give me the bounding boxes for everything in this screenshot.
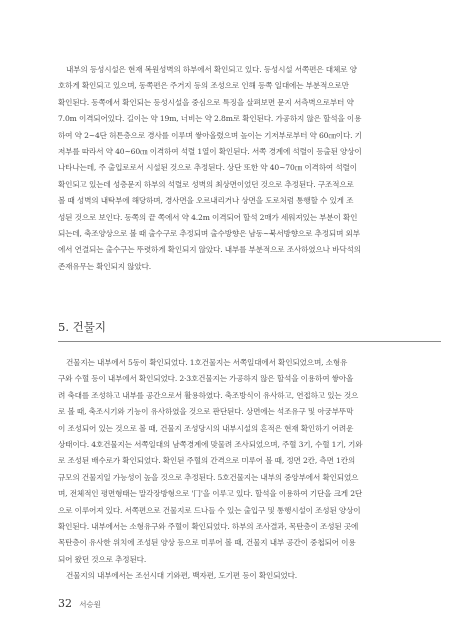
text-line: 볼 때 성벽의 내탁부에 해당하며, 경사면을 오르내리거나 상면을 도로처럼 통행할 수 있게 조	[58, 196, 354, 206]
text-line: 나타나는데, 주 출입로로서 시설된 것으로 추정된다. 상단 또한 약 40~70㎝ 이격하여 석렬이	[58, 163, 357, 173]
paragraph-fortress-drainage	[58, 62, 441, 275]
text-line: 려 축대를 조성하고 내부를 공간으로서 활용하였다. 축조방식이 유사하고, 연접하고 있는 것으	[58, 390, 359, 400]
text-line: 내부의 등성시설은 현재 복원성벽의 하부에서 확인되고 있다. 등성시설 서쪽편은 대체로 양	[66, 65, 357, 74]
text-line: 건물지는 내부에서 5동이 확인되었다. 1호건물지는 서쪽일대에서 확인되었으며, 소형유	[66, 358, 348, 367]
text-line: 로 조성된 배수로가 확인되었다. 확인된 주혈의 간격으로 미루어 볼 때, 정면 2칸, 측면 1칸의	[58, 456, 356, 466]
page-footer	[58, 597, 101, 610]
text-line: 7.0m 이격되어있다. 길이는 약 19m, 너비는 약 2.8m로 확인된다. 가공하지 않은 할석을 이용	[58, 114, 362, 124]
paragraph-building-sites	[58, 355, 441, 585]
section-heading: 5. 건물지	[58, 320, 106, 334]
publisher-name: 서승원	[79, 600, 101, 609]
text-line: 이 조성되어 있는 것으로 볼 때, 건물지 조성당시의 내부시설의 흔적은 현재 확인하기 어려운	[58, 423, 354, 433]
page-number: 32	[58, 597, 72, 610]
text-line: 상태이다. 4호건물지는 서쪽일대의 남쪽경계에 맞물려 조사되었으며, 주혈 3기, 수혈 1기, 기와	[58, 440, 363, 450]
text-line: 건물지의 내부에서는 조선시대 기와편, 백자편, 도기편 등이 확인되었다.	[66, 571, 298, 581]
text-line: 로 볼 때, 축조시기와 기능이 유사하였을 것으로 판단된다. 상면에는 석조유구 및 아궁부뚜막	[58, 407, 354, 417]
text-line: 목탄층이 유사한 위치에 조성된 양상 등으로 미루어 볼 때, 건물지 내부 공간이 중첩되어 이용	[58, 538, 356, 548]
text-line: 호하게 확인되고 있으며, 동쪽편은 주거지 등의 조성으로 인해 등쪽 일대에는 부분적으로만	[58, 81, 349, 91]
text-line: 며, 전체적인 평면형태는 말각장방형으로 '冂'을 이루고 있다. 할석을 이용하여 기단을 크게 2단	[58, 489, 363, 499]
text-line: 되어 왔던 것으로 추정된다.	[58, 554, 147, 564]
text-line: 으로 이루어져 있다. 서쪽편으로 건물지로 드나들 수 있는 출입구 및 통행시설이 조성된 양상이	[58, 505, 361, 515]
text-line: 확인된다. 동쪽에서 확인되는 등성시설을 중심으로 특징을 살펴보면 문지 서측벽으로부터 약	[58, 97, 354, 107]
text-line: 하여 약 2~4단 허튼층으로 경사를 이루며 쌓아올렸으며 높이는 기저부로부터 약 60㎝이다. 기	[58, 130, 362, 140]
text-line: 규모의 건물지일 가능성이 높을 것으로 추정된다. 5호건물지는 내부의 중앙부에서 확인되었으	[58, 472, 359, 482]
text-line: 확인되고 있는데 성층문지 하부의 석렬로 성벽의 최상면이었던 것으로 추정된다. 구조적으로	[58, 179, 354, 189]
text-line: 되는데, 축조양상으로 볼 때 출수구로 추정되며 출수방향은 남동~북서방향으로 추정되며 외부	[58, 229, 360, 239]
text-line: 확인된다. 내부에서는 소형유구와 주혈이 확인되었다. 하부의 조사결과, 목탄층이 조성된 곳에	[58, 522, 359, 532]
text-line: 에서 연결되는 출수구는 뚜렷하게 확인되지 않았다. 내부를 부분적으로 조사하였으나 바닥석의	[58, 245, 361, 255]
text-line: 구와 수혈 등이 내부에서 확인되었다. 2·3호건물지는 가공하지 않은 할석을 이용하여 쌓아올	[58, 374, 354, 384]
text-line: 저부를 따라서 약 40~60㎝ 이격하여 석렬 1열이 확인된다. 서쪽 경계에 석렬이 등출된 양상이	[58, 147, 362, 157]
text-line: 존재유무는 확인되지 않았다.	[58, 261, 152, 271]
text-line: 성된 것으로 보인다. 동쪽의 끝 쪽에서 약 4.2m 이격되어 할석 2매가 세워져있는 부분이 확인	[58, 212, 358, 222]
section-divider	[58, 341, 441, 342]
